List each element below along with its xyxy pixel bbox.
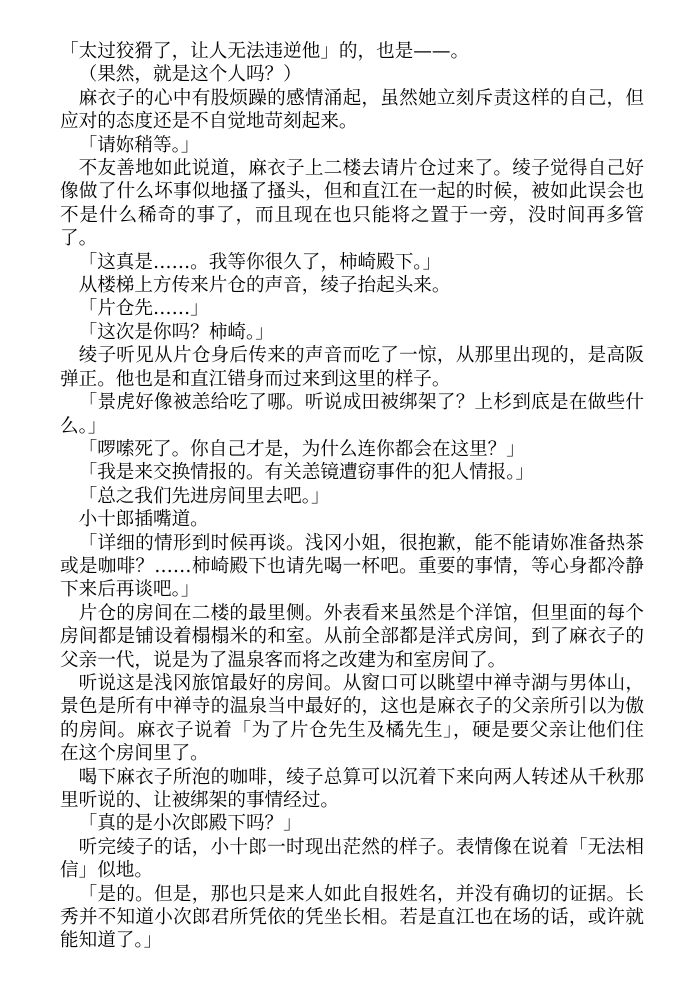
- paragraph: 听完绫子的话，小十郎一时现出茫然的样子。表情像在说着「无法相信」似地。: [60, 836, 644, 882]
- document-page: [60, 40, 644, 953]
- paragraph: 「我是来交换情报的。有关恙镜遭窃事件的犯人情报。」: [78, 462, 535, 484]
- paragraph: 绫子听见从片仓身后传来的声音而吃了一惊，从那里出现的，是高阪弹正。他也是和直江错身而过来到这里的样子。: [60, 345, 644, 390]
- paragraph: 「请妳稍等。」: [78, 134, 200, 156]
- paragraph: 小十郎插嘴道。: [78, 509, 209, 531]
- paragraph: 「太过狡猾了，让人无法违逆他」的，也是——。: [60, 41, 470, 62]
- paragraph: 「这真是……。我等你很久了，柿崎殿下。」: [78, 251, 442, 273]
- paragraph: （果然，就是这个人吗？）: [78, 64, 302, 86]
- paragraph: 「是的。但是，那也只是来人如此自报姓名，并没有确切的证据。长秀并不知道小次郎君所凭依的凭坐长相。若是直江也在场的话，或许就能知道了。」: [60, 883, 644, 952]
- paragraph: 「片仓先……」: [78, 298, 209, 320]
- paragraph: 喝下麻衣子所泡的咖啡，绫子总算可以沉着下来向两人转述从千秋那里听说的、让被绑架的事情经过。: [60, 766, 644, 811]
- paragraph: 「啰嗦死了。你自己才是，为什么连你都会在这里？」: [78, 438, 525, 460]
- paragraph: 从楼梯上方传来片仓的声音，绫子抬起头来。: [78, 275, 451, 297]
- paragraph: 麻衣子的心中有股烦躁的感情涌起，虽然她立刻斥责这样的自己，但应对的态度还是不自觉地苛刻起来。: [60, 87, 644, 133]
- paragraph: 「景虎好像被恙给吃了哪。听说成田被绑架了？上杉到底是在做些什么。」: [60, 392, 644, 437]
- paragraph: 不友善地如此说道，麻衣子上二楼去请片仓过来了。绫子觉得自己好像做了什么坏事似地搔了搔头，但和直江在一起的时候，被如此误会也不是什么稀奇的事了，而且现在也只能将之置于一旁，没时间再多管了。: [60, 158, 644, 250]
- paragraph: 「这次是你吗？柿崎。」: [78, 321, 274, 343]
- paragraph: 片仓的房间在二楼的最里侧。外表看来虽然是个洋馆，但里面的每个房间都是铺设着榻榻米的和室。从前全部都是洋式房间，到了麻衣子的父亲一代，说是为了温泉客而将之改建为和室房间了。: [60, 602, 644, 671]
- paragraph: 听说这是浅冈旅馆最好的房间。从窗口可以眺望中禅寺湖与男体山，景色是所有中禅寺的温泉当中最好的，这也是麻衣子的父亲所引以为傲的房间。麻衣子说着「为了片仓先生及橘先生」，硬是要父亲让他们住在这个房间里了。: [60, 672, 644, 765]
- paragraph: 「真的是小次郎殿下吗？」: [78, 813, 302, 835]
- paragraph: 「详细的情形到时候再谈。浅冈小姐，很抱歉，能不能请妳准备热茶或是咖啡？……柿崎殿下也请先喝一杯吧。重要的事情，等心身都冷静下来后再谈吧。」: [60, 532, 644, 601]
- paragraph: 「总之我们先进房间里去吧。」: [78, 485, 330, 507]
